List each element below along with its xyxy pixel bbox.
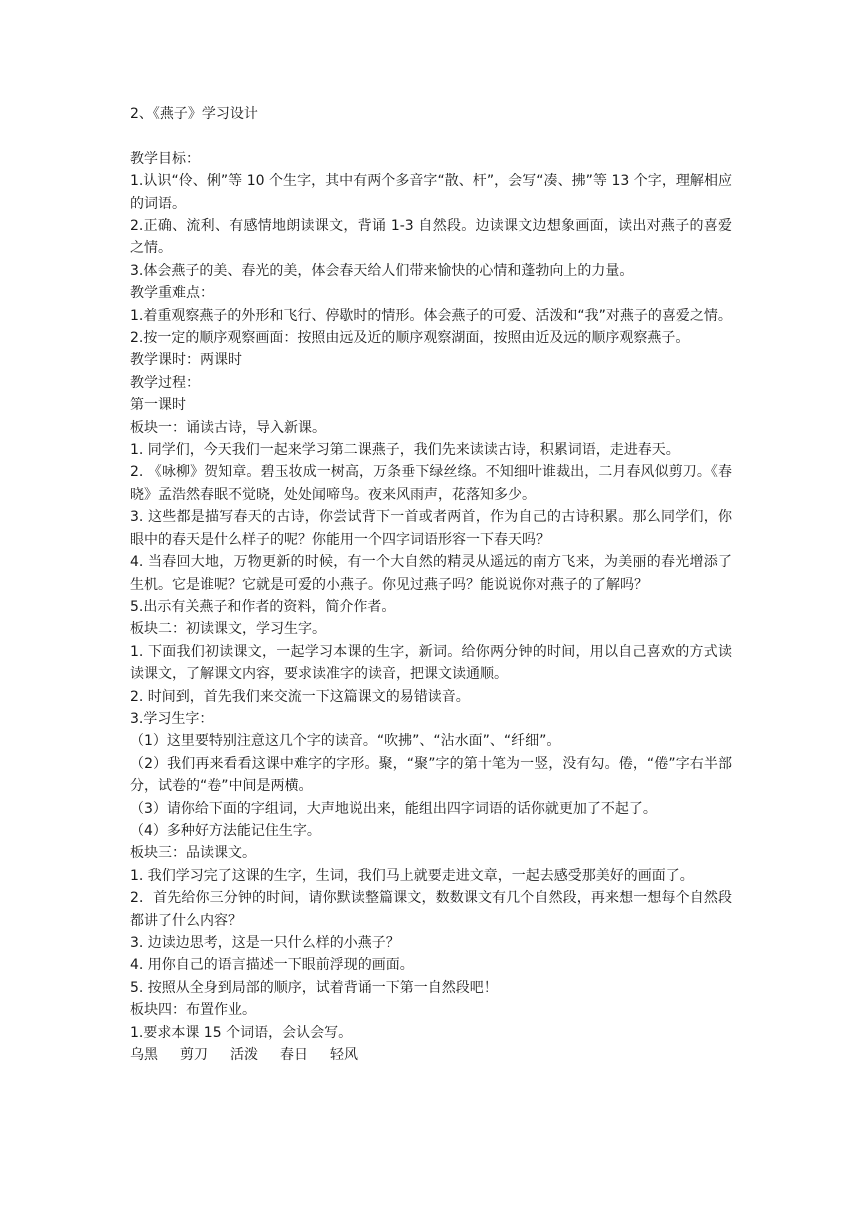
- paragraph: 2. 时间到，首先我们来交流一下这篇课文的易错读音。: [130, 688, 470, 705]
- paragraph: 1.着重观察燕子的外形和飞行、停歇时的情形。体会燕子的可爱、活泼和“我”对燕子的喜爱之情。: [130, 307, 732, 324]
- vocabulary-word: 轻风: [330, 1047, 358, 1064]
- paragraph: 2.正确、流利、有感情地朗读课文，背诵 1-3 自然段。边读课文边想象画面，读出对燕子的喜爱之情。: [130, 218, 732, 257]
- paragraph: 3.学习生字：: [130, 710, 214, 727]
- paragraph: 教学目标：: [130, 150, 200, 167]
- paragraph: 1. 下面我们初读课文，一起学习本课的生字，新词。给你两分钟的时间，用以自己喜欢的方式读读课文，了解课文内容，要求读准字的读音，把课文读通顺。: [130, 643, 732, 683]
- paragraph: 5.出示有关燕子和作者的资料，简介作者。: [130, 598, 396, 615]
- vocabulary-word: 春日: [280, 1047, 308, 1064]
- paragraph: 3. 这些都是描写春天的古诗，你尝试背下一首或者两首，作为自己的古诗积累。那么同学们，你眼中的春天是什么样子的呢？你能用一个四字词语形容一下春天吗？: [130, 509, 732, 548]
- paragraph: （4）多种好方法能记住生字。: [130, 822, 321, 839]
- paragraph: 教学课时：两课时: [130, 352, 242, 369]
- paragraph: 3. 边读边思考，这是一只什么样的小燕子？: [130, 935, 400, 952]
- paragraph: 1.要求本课 15 个词语，会认会写。: [130, 1024, 353, 1041]
- paragraph: （2）我们再来看看这课中难字的字形。聚，“聚”字的第十笔为一竖，没有勾。倦，“倦”字右半部分，试卷的“卷”中间是两横。: [130, 755, 732, 795]
- paragraph-list: [130, 148, 732, 1044]
- paragraph: 2.按一定的顺序观察画面：按照由远及近的顺序观察湖面，按照由近及远的顺序观察燕子。: [130, 330, 690, 347]
- document-body: [130, 103, 732, 1066]
- paragraph: 教学过程：: [130, 374, 200, 391]
- paragraph: 1. 我们学习完了这课的生字，生词，我们马上就要走进文章，一起去感受那美好的画面了。: [130, 867, 694, 884]
- paragraph: 3.体会燕子的美、春光的美，体会春天给人们带来愉快的心情和蓬勃向上的力量。: [130, 262, 634, 279]
- paragraph: 教学重难点：: [130, 285, 214, 302]
- paragraph: 第一课时: [130, 397, 186, 414]
- paragraph: 板块一：诵读古诗，导入新课。: [130, 419, 326, 436]
- paragraph: 2．首先给你三分钟的时间，请你默读整篇课文，数数课文有几个自然段，再来想一想每个自然段都讲了什么内容？: [130, 890, 732, 929]
- paragraph: （1）这里要特别注意这几个字的读音。“吹拂”、“沾水面”、“纤细”。: [130, 733, 561, 750]
- vocabulary-word: 剪刀: [180, 1047, 208, 1064]
- paragraph: 板块二：初读课文，学习生字。: [130, 621, 326, 638]
- paragraph: （3）请你给下面的字组词，大声地说出来，能组出四字词语的话你就更加了不起了。: [130, 800, 657, 817]
- paragraph: 1. 同学们，今天我们一起来学习第二课燕子，我们先来读读古诗，积累词语，走进春天。: [130, 442, 680, 459]
- paragraph: 板块三：品读课文。: [130, 845, 256, 862]
- paragraph: 板块四：布置作业。: [130, 1002, 256, 1019]
- vocabulary-word: 活泼: [230, 1047, 258, 1064]
- document-title: 2、《燕子》学习设计: [130, 106, 258, 122]
- paragraph: 4. 当春回大地，万物更新的时候，有一个大自然的精灵从遥远的南方飞来，为美丽的春光增添了生机。它是谁呢？它就是可爱的小燕子。你见过燕子吗？能说说你对燕子的了解吗？: [130, 554, 732, 593]
- vocabulary-list: [130, 1044, 732, 1066]
- vocabulary-word: 乌黑: [130, 1047, 158, 1064]
- paragraph: 5. 按照从全身到局部的顺序，试着背诵一下第一自然段吧！: [130, 979, 498, 996]
- paragraph: 4. 用你自己的语言描述一下眼前浮现的画面。: [130, 957, 414, 974]
- paragraph: 1.认识“伶、俐”等 10 个生字，其中有两个多音字“散、杆”，会写“凑、拂”等 13 个字，理解相应的词语。: [130, 173, 732, 212]
- paragraph: 2. 《咏柳》贺知章。碧玉妆成一树高，万条垂下绿丝绦。不知细叶谁裁出，二月春风似剪刀。《春晓》孟浩然春眠不觉晓，处处闻啼鸟。夜来风雨声，花落知多少。: [130, 464, 732, 503]
